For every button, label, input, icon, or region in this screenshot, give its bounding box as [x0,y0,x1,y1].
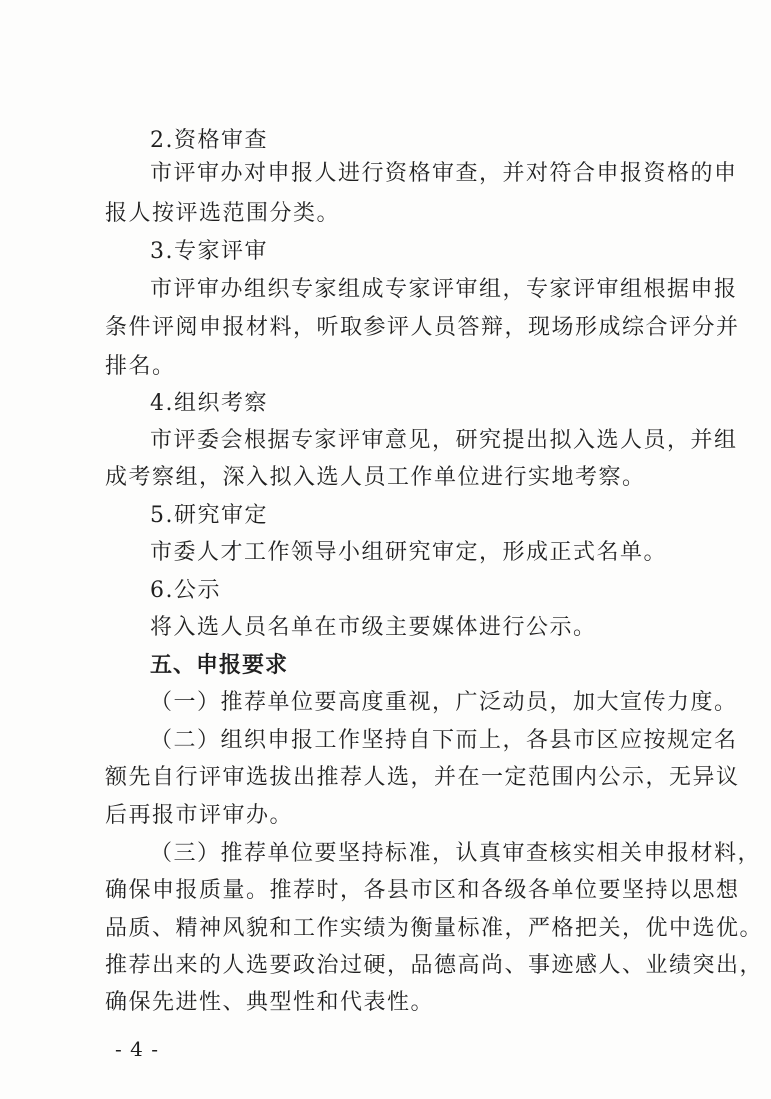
body-line: 额先自行评审选拔出推荐人选，并在一定范围内公示，无异议 [105,765,740,790]
item-3-heading: 3.专家评审 [150,239,268,264]
body-line: 推荐出来的人选要政治过硬，品德高尚、事迹感人、业绩突出， [105,953,764,978]
body-line: （二）组织申报工作坚持自下而上，各县市区应按规定名 [150,728,738,753]
body-line: 报人按评选范围分类。 [105,201,341,226]
body-line: 市评委会根据专家评审意见，研究提出拟入选人员，并组 [150,428,738,453]
body-line: 排名。 [105,354,176,379]
item-5-heading: 5.研究审定 [150,503,268,528]
item-4-heading: 4.组织考察 [150,391,268,416]
body-line: 成考察组，深入拟入选人员工作单位进行实地考察。 [105,465,646,490]
section-5-heading: 五、申报要求 [150,653,289,678]
body-line: 市委人才工作领导小组研究审定，形成正式名单。 [150,540,668,565]
body-line: 将入选人员名单在市级主要媒体进行公示。 [150,615,597,640]
item-2-heading: 2.资格审查 [150,128,268,153]
body-line: 后再报市评审办。 [105,803,294,828]
body-line: 条件评阅申报材料，听取参评人员答辩，现场形成综合评分并 [105,315,740,340]
body-line: 市评审办对申报人进行资格审查，并对符合申报资格的申 [150,161,738,186]
body-line: （三）推荐单位要坚持标准，认真审查核实相关申报材料， [150,841,762,866]
item-6-heading: 6.公示 [150,578,221,603]
body-line: 确保先进性、典型性和代表性。 [105,990,435,1015]
body-line: （一）推荐单位要高度重视，广泛动员，加大宣传力度。 [150,690,738,715]
body-line: 确保申报质量。推荐时，各县市区和各级各单位要坚持以思想 [105,878,740,903]
body-line: 品质、精神风貌和工作实绩为衡量标准，严格把关，优中选优。 [105,916,764,941]
page-number: - 4 - [115,1037,159,1061]
body-line: 市评审办组织专家组成专家评审组，专家评审组根据申报 [150,277,738,302]
